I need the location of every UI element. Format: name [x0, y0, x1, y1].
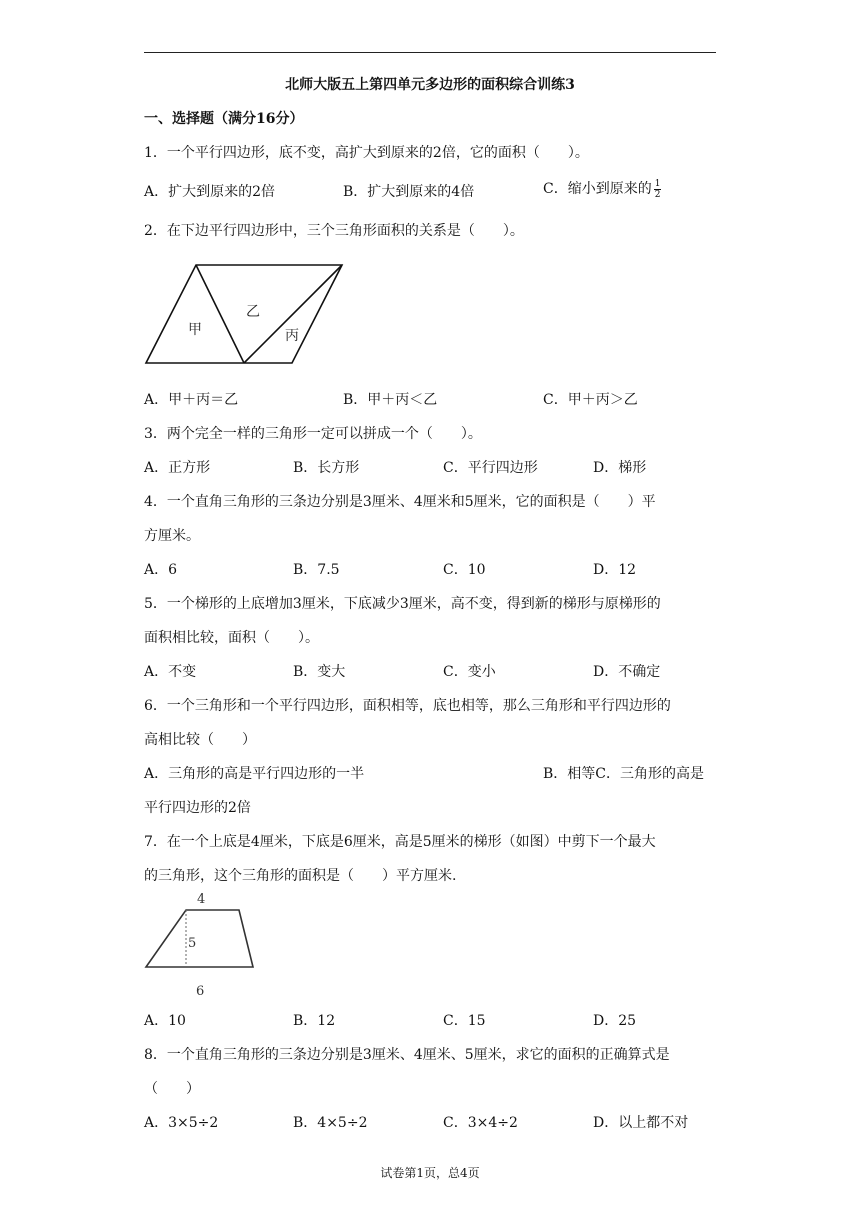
q8-option-b: B．4×5÷2 [293, 1115, 368, 1131]
q8-option-d: D．以上都不对 [593, 1115, 689, 1131]
label-height: 5 [188, 936, 197, 951]
q2-option-a: A．甲＋丙＝乙 [144, 392, 239, 408]
q2-option-b: B．甲＋丙＜乙 [343, 392, 438, 408]
q6-option-c-continued: 平行四边形的2倍 [144, 800, 251, 816]
question-8-line-1: 8．一个直角三角形的三条边分别是3厘米、4厘米、5厘米，求它的面积的正确算式是 [144, 1047, 670, 1063]
one-half-fraction [654, 179, 662, 200]
q4-option-a: A．6 [144, 562, 178, 578]
question-3-text: 3．两个完全一样的三角形一定可以拼成一个（ ）。 [144, 426, 482, 442]
q1-option-b: B．扩大到原来的4倍 [343, 184, 475, 200]
question-2-text: 2．在下边平行四边形中，三个三角形面积的关系是（ ）。 [144, 223, 524, 239]
label-bing: 丙 [285, 328, 299, 344]
question-5-line-1: 5．一个梯形的上底增加3厘米，下底减少3厘米，高不变，得到新的梯形与原梯形的 [144, 596, 661, 612]
parallelogram-figure [144, 258, 354, 370]
q3-option-c: C．平行四边形 [443, 460, 538, 476]
header-rule [144, 52, 716, 53]
q5-option-a: A．不变 [144, 664, 197, 680]
q6-option-a: A．三角形的高是平行四边形的一半 [144, 766, 365, 782]
label-top-base: 4 [197, 892, 206, 907]
parallelogram-outline [146, 265, 342, 363]
q5-option-b: B．变大 [293, 664, 346, 680]
q5-option-d: D．不确定 [593, 664, 661, 680]
trapezoid-figure [144, 888, 264, 1000]
q3-option-d: D．梯形 [593, 460, 647, 476]
trapezoid-outline [146, 910, 253, 967]
q4-option-c: C．10 [443, 562, 486, 578]
q3-option-b: B．长方形 [293, 460, 360, 476]
question-7-line-2: 的三角形，这个三角形的面积是（ ）平方厘米. [144, 868, 457, 884]
q3-option-a: A．正方形 [144, 460, 211, 476]
page-title: 北师大版五上第四单元多边形的面积综合训练3 [285, 77, 575, 93]
q5-option-c: C．变小 [443, 664, 496, 680]
q7-option-b: B．12 [293, 1013, 336, 1029]
question-4-line-2: 方厘米。 [144, 528, 200, 544]
fraction-denominator: 2 [654, 189, 661, 200]
q6-option-b-c: B．相等C．三角形的高是 [543, 766, 704, 782]
q4-option-b: B．7.5 [293, 562, 340, 578]
q7-option-c: C．15 [443, 1013, 486, 1029]
question-5-line-2: 面积相比较，面积（ ）。 [144, 630, 319, 646]
diagonal-line-left [196, 265, 244, 363]
q4-option-d: D．12 [593, 562, 637, 578]
question-6-line-1: 6．一个三角形和一个平行四边形，面积相等，底也相等，那么三角形和平行四边形的 [144, 698, 671, 714]
fraction-numerator: 1 [654, 178, 661, 189]
q2-option-c: C．甲＋丙＞乙 [543, 392, 638, 408]
label-yi: 乙 [246, 304, 260, 320]
q8-option-c: C．3×4÷2 [443, 1115, 518, 1131]
label-bottom-base: 6 [196, 984, 205, 999]
question-4-line-1: 4．一个直角三角形的三条边分别是3厘米、4厘米和5厘米，它的面积是（ ）平 [144, 494, 656, 510]
section-heading: 一、选择题（满分16分） [144, 111, 304, 127]
question-7-line-1: 7．在一个上底是4厘米，下底是6厘米，高是5厘米的梯形（如图）中剪下一个最大 [144, 834, 656, 850]
question-1-text: 1．一个平行四边形，底不变，高扩大到原来的2倍，它的面积（ ）。 [144, 145, 589, 161]
page-footer: 试卷第1页，总4页 [380, 1166, 480, 1180]
q1-option-c [543, 178, 661, 200]
question-6-line-2: 高相比较（ ） [144, 732, 256, 748]
q7-option-a: A．10 [144, 1013, 186, 1029]
q1-option-c-text: C．缩小到原来的 [543, 181, 652, 197]
q7-option-d: D．25 [593, 1013, 637, 1029]
question-8-line-2: （ ） [144, 1081, 200, 1097]
q1-option-a: A．扩大到原来的2倍 [144, 184, 276, 200]
q8-option-a: A．3×5÷2 [144, 1115, 219, 1131]
label-jia: 甲 [188, 322, 202, 338]
